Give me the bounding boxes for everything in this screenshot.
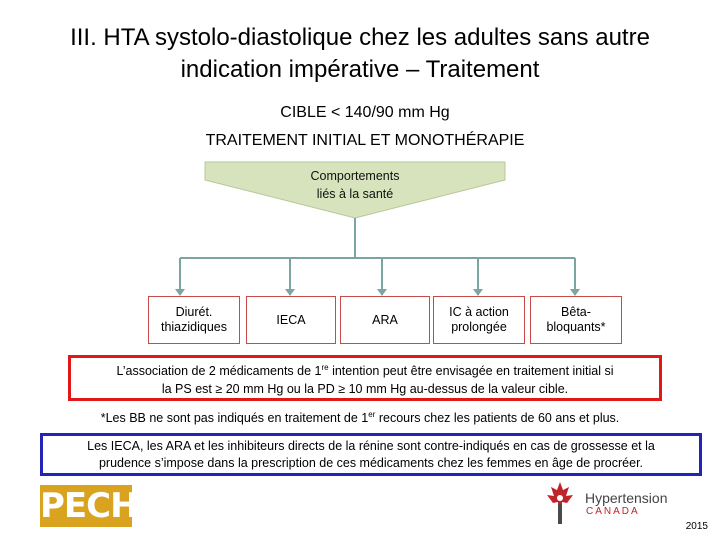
drug-label-line1: Bêta- — [561, 305, 591, 319]
branch-arrows — [175, 258, 580, 296]
combination-note — [68, 355, 662, 401]
pregnancy-line-1: Les IECA, les ARA et les inhibiteurs directs de la rénine sont contre-indiqués en cas de grossesse et la — [87, 439, 655, 453]
arrowhead-2 — [285, 289, 295, 296]
arrowhead-4 — [473, 289, 483, 296]
drug-label-line1: ARA — [372, 312, 398, 327]
drug-box-ccb — [433, 296, 525, 344]
drug-label-line2: bloquants* — [546, 320, 606, 334]
hypertension-name: Hypertension — [585, 490, 668, 506]
lifestyle-line-1: Comportements — [310, 169, 400, 183]
drug-label-line1: Diurét. — [175, 305, 213, 319]
arrowhead-5 — [570, 289, 580, 296]
drug-label-line2: thiazidiques — [160, 320, 227, 334]
pregnancy-note — [40, 433, 702, 476]
arrowhead-1 — [175, 289, 185, 296]
drug-box-thiazide — [148, 296, 240, 344]
arrowhead-3 — [377, 289, 387, 296]
pregnancy-line-2: prudence s’impose dans la prescription de ces médicaments chez les femmes en âge de procréer. — [98, 456, 644, 470]
hypertension-country: CANADA — [586, 506, 640, 517]
drug-box-ieca — [246, 296, 336, 344]
title-line-2: indication impérative – Traitement — [180, 56, 540, 83]
drug-label-line2: prolongée — [451, 320, 507, 334]
drug-box-ara — [340, 296, 430, 344]
target-bp: CIBLE < 140/90 mm Hg — [280, 104, 450, 121]
drug-label-line1: IECA — [276, 312, 306, 327]
footer-year: 2015 — [685, 521, 708, 532]
combination-line-1: L’association de 2 médicaments de 1re intention peut être envisagée en traitement initial si — [116, 362, 614, 378]
drug-label-line1: IC à action — [449, 305, 509, 319]
drug-box-bb — [530, 296, 622, 344]
combination-line-2: la PS est ≥ 20 mm Hg ou la PD ≥ 10 mm Hg au-dessus de la valeur cible. — [161, 382, 569, 396]
title-line-1: III. HTA systolo-diastolique chez les adultes sans autre — [70, 24, 650, 51]
pech-logo: PECH — [40, 486, 138, 526]
lifestyle-line-2: liés à la santé — [316, 187, 394, 201]
lifestyle-label — [255, 167, 455, 203]
initial-treatment-heading: TRAITEMENT INITIAL ET MONOTHÉRAPIE — [205, 132, 525, 149]
person-body-icon — [558, 504, 562, 524]
bb-footnote: *Les BB ne sont pas indiqués en traitement de 1er recours chez les patients de 60 ans et plus. — [100, 409, 620, 425]
person-head-icon — [557, 495, 563, 501]
